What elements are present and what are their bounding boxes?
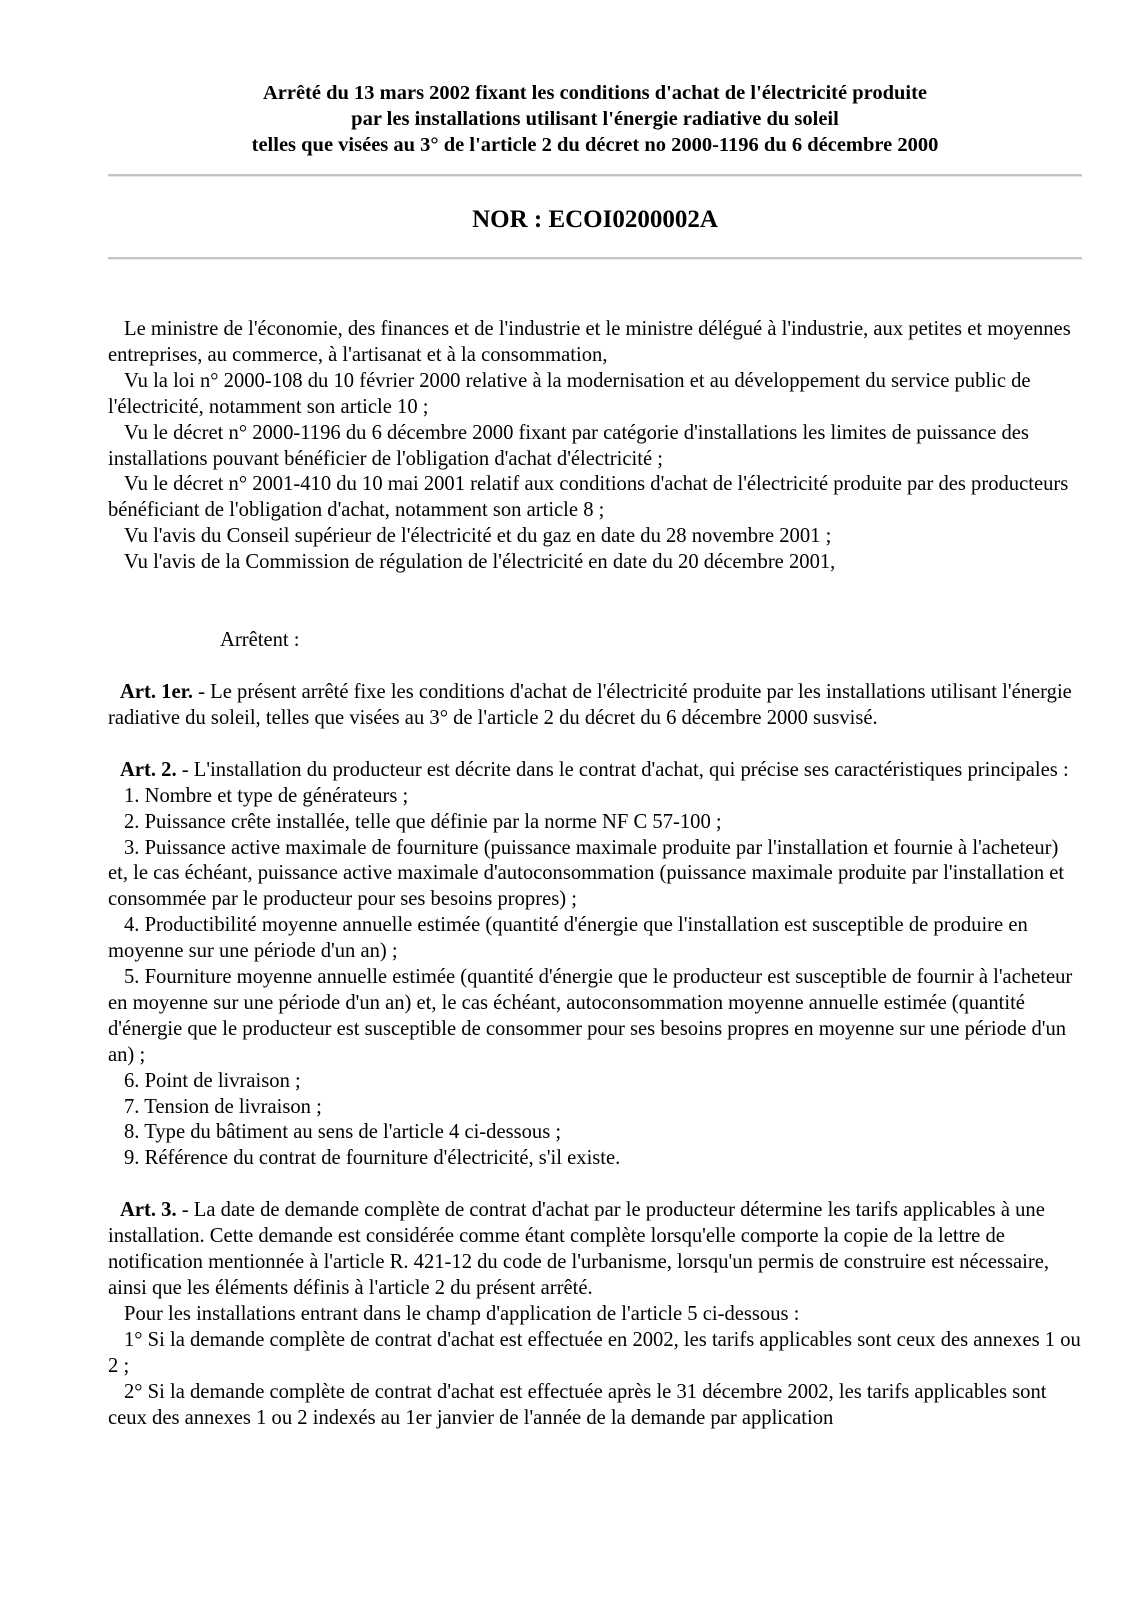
document-title [108, 80, 1082, 158]
article-1-text: - Le présent arrêté fixe les conditions d'achat de l'électricité produite par les installations utilisant l'énergie radiative du soleil, telles que visées au 3° de l'article 2 du décret du 6 décembre 2000 susvisé. [108, 680, 1072, 729]
preamble-paragraph: Vu la loi n° 2000-108 du 10 février 2000 relative à la modernisation et au développement du service public de l'électricité, notamment son article 10 ; [108, 369, 1031, 418]
article-2-item: 3. Puissance active maximale de fourniture (puissance maximale produite par l'installation et fournie à l'acheteur) et, le cas échéant, puissance active maximale d'autoconsommation (puissance maximale produite par l'installation et consommée par le producteur pour ses besoins propres) ; [108, 836, 1065, 911]
article-2-item: 7. Tension de livraison ; [124, 1095, 322, 1118]
preamble-paragraph: Le ministre de l'économie, des finances et de l'industrie et le ministre délégué à l'industrie, aux petites et moyennes entreprises, au commerce, à l'artisanat et à la consommation, [108, 318, 1071, 366]
article-1-label: Art. 1er. [120, 680, 194, 703]
preamble-paragraph: Vu l'avis de la Commission de régulation de l'électricité en date du 20 décembre 2001, [124, 551, 836, 574]
arretent-heading: Arrêtent : [220, 629, 300, 652]
article-2-label: Art. 2. [120, 758, 177, 781]
preamble-paragraph: Vu le décret n° 2000-1196 du 6 décembre 2000 fixant par catégorie d'installations les limites de puissance des installations pouvant bénéficier de l'obligation d'achat d'électricité ; [108, 421, 1029, 470]
article-2-text: - L'installation du producteur est décrite dans le contrat d'achat, qui précise ses caractéristiques principales : [176, 758, 1069, 781]
article-3-label: Art. 3. [120, 1199, 177, 1222]
article-3-item: 1° Si la demande complète de contrat d'achat est effectuée en 2002, les tarifs applicables sont ceux des annexes 1 ou 2 ; [108, 1328, 1081, 1377]
article-1 [108, 680, 1082, 732]
article-3-paragraph [108, 1198, 1082, 1302]
article-1-paragraph [108, 680, 1082, 732]
article-2-item: 6. Point de livraison ; [124, 1069, 301, 1092]
document-page [108, 80, 1082, 1431]
article-2-item: 4. Productibilité moyenne annuelle estimée (quantité d'énergie que l'installation est susceptible de produire en moyenne sur une période d'un an) ; [108, 914, 1028, 963]
article-2-item: 8. Type du bâtiment au sens de l'article 4 ci-dessous ; [124, 1121, 562, 1144]
article-2-item: 5. Fourniture moyenne annuelle estimée (quantité d'énergie que le producteur est susceptible de fournir à l'acheteur en moyenne sur une période d'un an) et, le cas échéant, autoconsommation moyenne annuelle estimée (quantité d'énergie que le producteur est susceptible de consommer pour ses besoins propres en moyenne sur une période d'un an) ; [108, 966, 1073, 1066]
preamble-paragraph: Vu l'avis du Conseil supérieur de l'électricité et du gaz en date du 28 novembre 2001 ; [124, 525, 832, 548]
article-3-text: - La date de demande complète de contrat d'achat par le producteur détermine les tarifs applicables à une installation. Cette demande est considérée comme étant complète lorsqu'elle comporte la copie de la lettre de notification mentionnée à l'article R. 421-12 du code de l'urbanisme, lorsqu'un permis de construire est nécessaire, ainsi que les éléments définis à l'article 2 du présent arrêté. [108, 1199, 1049, 1299]
nor-reference: NOR : ECOI0200002A [472, 206, 718, 233]
nor-divider [108, 257, 1082, 260]
article-3-item: 2° Si la demande complète de contrat d'achat est effectuée après le 31 décembre 2002, les tarifs applicables sont ceux des annexes 1 ou 2 indexés au 1er janvier de l'année de la demande par application [108, 1380, 1047, 1429]
article-2-item: 1. Nombre et type de générateurs ; [124, 784, 409, 807]
article-2-item: 9. Référence du contrat de fourniture d'électricité, s'il existe. [124, 1147, 621, 1170]
preamble [108, 317, 1082, 576]
article-2-paragraph [108, 758, 1082, 784]
article-3 [108, 1198, 1082, 1431]
title-line-1: Arrêté du 13 mars 2002 fixant les conditions d'achat de l'électricité produite [262, 82, 928, 104]
preamble-paragraph: Vu le décret n° 2001-410 du 10 mai 2001 relatif aux conditions d'achat de l'électricité produite par des producteurs bénéficiant de l'obligation d'achat, notamment son article 8 ; [108, 473, 1069, 522]
title-line-2: par les installations utilisant l'énergie radiative du soleil [351, 108, 839, 130]
title-divider [108, 174, 1082, 177]
article-2 [108, 758, 1082, 1173]
article-3-item: Pour les installations entrant dans le champ d'application de l'article 5 ci-dessous : [124, 1302, 800, 1325]
title-line-3: telles que visées au 3° de l'article 2 du décret no 2000-1196 du 6 décembre 2000 [251, 134, 939, 156]
article-2-item: 2. Puissance crête installée, telle que définie par la norme NF C 57-100 ; [124, 810, 722, 833]
